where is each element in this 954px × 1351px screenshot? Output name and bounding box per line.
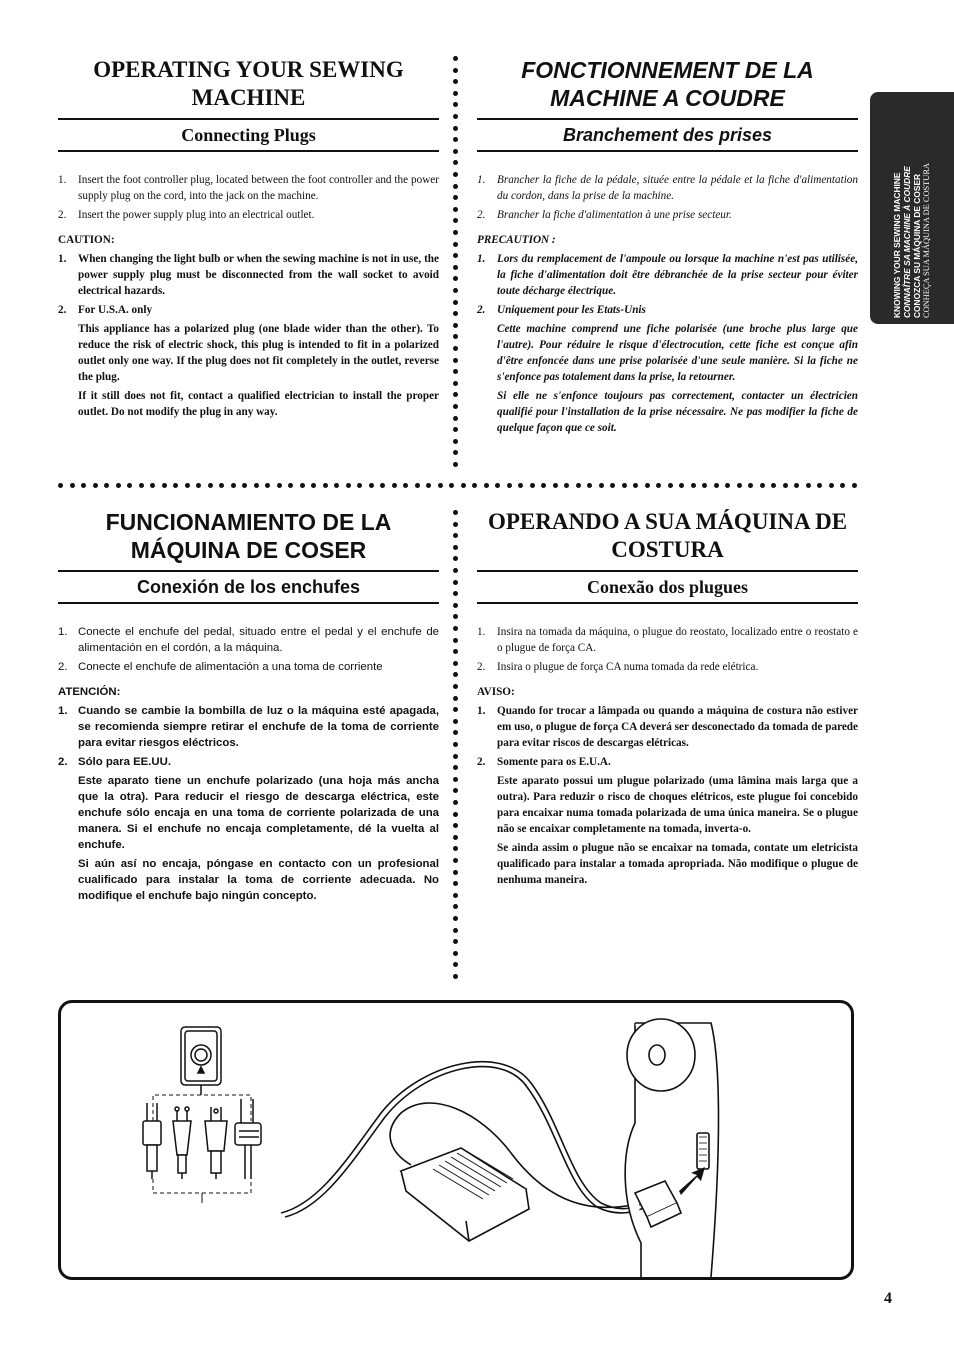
divider-dot [783, 483, 788, 488]
french-para-2: Si elle ne s'enfonce toujours pas correctement, contacter un électricien qualifié pour l'installation de la prise nécessaire. Ne pas modifier la fiche de quelque façon que ce soit. [497, 390, 858, 434]
divider-dot [300, 483, 305, 488]
portuguese-subtitle: Conexão dos plugues [477, 570, 858, 604]
step-number: 1. [58, 626, 68, 638]
divider-dot [58, 483, 63, 488]
portuguese-caution-2 [477, 754, 858, 770]
divider-dot [453, 416, 458, 421]
step-number: 2. [477, 209, 486, 221]
caution-text: Sólo para EE.UU. [78, 756, 172, 768]
english-section [58, 56, 439, 423]
french-title: FONCTIONNEMENT DE LA MACHINE A COUDRE [521, 57, 814, 111]
foot-controller-icon [401, 1148, 529, 1241]
english-step-2 [58, 207, 439, 223]
divider-dot [453, 580, 458, 585]
divider-dot [453, 742, 458, 747]
step-text: Insira na tomada da máquina, o plugue do reostato, localizado entre o reostato e o plugue de força CA. [497, 626, 858, 654]
divider-dot [453, 649, 458, 654]
divider-dot [403, 483, 408, 488]
french-step-2 [477, 207, 858, 223]
side-tab-line-fr: CONNAÎTRE SA MACHINE À COUDRE [902, 166, 912, 318]
plug-types-bracket [153, 1095, 251, 1203]
step-number: 2. [58, 209, 67, 221]
divider-dot [453, 68, 458, 73]
divider-dot [231, 483, 236, 488]
divider-dot [622, 483, 627, 488]
step-number: 2. [477, 661, 486, 673]
divider-dot [599, 483, 604, 488]
spanish-para-2: Si aún así no encaja, póngase en contacto con un profesional cualificado para instalar la toma de corriente adecuada. No modifique el enchufe bajo ningún concepto. [78, 858, 439, 902]
divider-dot [453, 870, 458, 875]
divider-dot [472, 483, 477, 488]
divider-dot [81, 483, 86, 488]
divider-dot [748, 483, 753, 488]
step-text: Brancher la fiche de la pédale, située entre la pédale et la fiche d'alimentation du cordon, dans la prise de la machine. [497, 174, 858, 202]
portuguese-body [477, 624, 858, 888]
divider-dot [196, 483, 201, 488]
divider-dot [453, 893, 458, 898]
jack-socket-icon [181, 1027, 221, 1095]
divider-dot [453, 638, 458, 643]
spanish-step-1 [58, 624, 439, 656]
spanish-step-2 [58, 659, 439, 675]
step-text: Conecte el enchufe del pedal, situado entre el pedal y el enchufe de alimentación en el cordón, a la máquina. [78, 626, 439, 654]
portuguese-para-2: Se ainda assim o plugue não se encaixar na tomada, contate um eletricista qualificado para instalar a tomada apropriada. Não modifique o plugue de nenhuma maneira. [497, 842, 858, 886]
plug-type-1-icon [143, 1103, 161, 1179]
spanish-subtitle: Conexión de los enchufes [58, 570, 439, 604]
divider-dot [576, 483, 581, 488]
english-step-1 [58, 172, 439, 204]
divider-dot [392, 483, 397, 488]
divider-dot [453, 684, 458, 689]
divider-dot [461, 483, 466, 488]
divider-dot [453, 788, 458, 793]
divider-dot [453, 242, 458, 247]
divider-dot [852, 483, 857, 488]
caution-text: Uniquement pour les Etats-Unis [497, 304, 646, 316]
divider-dot [453, 696, 458, 701]
divider-dot [453, 114, 458, 119]
divider-dot [829, 483, 834, 488]
divider-dot [453, 904, 458, 909]
portuguese-step-1 [477, 624, 858, 656]
step-number: 1. [477, 626, 486, 638]
spanish-para-1: Este aparato tiene un enchufe polarizado (una hoja más ancha que la otra). Para reducir el riesgo de descarga eléctrica, este enchufe sólo encaja en una toma de corriente polarizada de una manera. Si el enchufe no encaja completamente, dé la vuelta al enchufe. [78, 775, 439, 851]
divider-dot [507, 483, 512, 488]
horizontal-divider [58, 482, 858, 490]
divider-dot [453, 730, 458, 735]
french-body [477, 172, 858, 436]
vertical-divider-top [452, 56, 460, 468]
english-title: OPERATING YOUR SEWING MACHINE [93, 57, 404, 110]
caution-number: 1. [58, 705, 68, 717]
divider-dot [518, 483, 523, 488]
divider-dot [453, 846, 458, 851]
divider-dot [453, 603, 458, 608]
divider-dot [453, 812, 458, 817]
step-text: Insert the power supply plug into an electrical outlet. [78, 209, 315, 221]
divider-dot [484, 483, 489, 488]
divider-dot [453, 522, 458, 527]
divider-dot [453, 253, 458, 258]
divider-dot [453, 916, 458, 921]
divider-dot [173, 483, 178, 488]
divider-dot [453, 207, 458, 212]
divider-dot [737, 483, 742, 488]
step-text: Insert the foot controller plug, located between the foot controller and the power supply plug on the cord, into the jack on the machine. [78, 174, 439, 202]
divider-dot [633, 483, 638, 488]
divider-dot [453, 358, 458, 363]
divider-dot [150, 483, 155, 488]
divider-dot [453, 777, 458, 782]
divider-dot [380, 483, 385, 488]
divider-dot [162, 483, 167, 488]
french-caution-2 [477, 302, 858, 318]
divider-dot [453, 556, 458, 561]
caution-number: 1. [477, 253, 486, 265]
divider-dot [453, 334, 458, 339]
divider-dot [288, 483, 293, 488]
divider-dot [453, 126, 458, 131]
step-text: Conecte el enchufe de alimentación a una toma de corriente [78, 661, 383, 673]
caution-number: 2. [477, 756, 486, 768]
divider-dot [453, 392, 458, 397]
divider-dot [265, 483, 270, 488]
page-number: 4 [884, 1290, 892, 1307]
divider-dot [334, 483, 339, 488]
caution-number: 1. [58, 253, 67, 265]
french-para-1: Cette machine comprend une fiche polarisée (une broche plus large que l'autre). Pour réduire le risque d'électrocution, cette fiche est conçue afin d'être enfoncée dans une prise polarisée d'une seule manière. Si la fiche ne s'enfonce pas totalement dans la prise, la retourner. [497, 323, 858, 383]
divider-dot [453, 614, 458, 619]
divider-dot [453, 939, 458, 944]
divider-dot [771, 483, 776, 488]
divider-dot [553, 483, 558, 488]
divider-dot [453, 381, 458, 386]
caution-text: For U.S.A. only [78, 304, 153, 316]
divider-dot [311, 483, 316, 488]
english-caution-1 [58, 251, 439, 299]
divider-dot [453, 91, 458, 96]
divider-dot [530, 483, 535, 488]
divider-dot [453, 149, 458, 154]
divider-dot [760, 483, 765, 488]
divider-dot [219, 483, 224, 488]
plug-type-4-icon [235, 1099, 261, 1179]
english-body [58, 172, 439, 420]
divider-dot [453, 276, 458, 281]
divider-dot [453, 427, 458, 432]
step-number: 1. [58, 174, 67, 186]
divider-dot [453, 172, 458, 177]
divider-dot [453, 462, 458, 467]
divider-dot [139, 483, 144, 488]
divider-dot [453, 823, 458, 828]
caution-text: Cuando se cambie la bombilla de luz o la máquina esté apagada, se recomienda siempre retirar el enchufe de la toma de corriente para evitar riesgos eléctricos. [78, 705, 439, 749]
caution-text: Quando for trocar a lâmpada ou quando a máquina de costura não estiver em uso, o plugue de força CA deverá ser desconectado da tomada de parede para evitar riscos de descargas elétricas. [497, 705, 858, 749]
divider-dot [453, 311, 458, 316]
side-tab-line-pt: CONHEÇA SUA MÁQUINA DE COSTURA [922, 163, 931, 318]
spanish-caution-heading: ATENCIÓN: [58, 686, 121, 698]
divider-dot [453, 881, 458, 886]
divider-dot [453, 661, 458, 666]
french-caution-heading: PRECAUTION : [477, 234, 556, 246]
portuguese-step-2 [477, 659, 858, 675]
plug-connection-illustration [61, 1003, 851, 1277]
divider-dot [610, 483, 615, 488]
spanish-caution-1 [58, 703, 439, 751]
divider-dot [453, 962, 458, 967]
step-number: 2. [58, 661, 68, 673]
divider-dot [453, 404, 458, 409]
divider-dot [495, 483, 500, 488]
portuguese-para-1: Este aparato possui um plugue polarizado (uma lâmina mais larga que a outra). Para reduzir o risco de choques elétricos, este plugue foi concebido para encaixar numa tomada polarizada de uma única maneira. Se o plugue não se encaixar completamente na tomada, inverta-o. [497, 775, 858, 835]
divider-dot [794, 483, 799, 488]
divider-dot [453, 218, 458, 223]
divider-dot [453, 323, 458, 328]
divider-dot [93, 483, 98, 488]
step-number: 1. [477, 174, 486, 186]
step-text: Brancher la fiche d'alimentation à une prise secteur. [497, 209, 732, 221]
caution-number: 2. [58, 304, 67, 316]
divider-dot [453, 626, 458, 631]
english-para-2: If it still does not fit, contact a qualified electrician to install the proper outlet. Do not modify the plug in any way. [78, 390, 439, 418]
french-step-1 [477, 172, 858, 204]
divider-dot [587, 483, 592, 488]
divider-dot [426, 483, 431, 488]
divider-dot [453, 450, 458, 455]
divider-dot [104, 483, 109, 488]
caution-text: Somente para os E.U.A. [497, 756, 611, 768]
spanish-title: FUNCIONAMIENTO DE LA MÁQUINA DE COSER [105, 509, 392, 563]
divider-dot [453, 346, 458, 351]
plug-type-3-icon [205, 1107, 227, 1179]
caution-number: 2. [58, 756, 68, 768]
divider-dot [541, 483, 546, 488]
divider-dot [453, 568, 458, 573]
divider-dot [453, 858, 458, 863]
plug-type-2-icon [173, 1107, 191, 1179]
divider-dot [70, 483, 75, 488]
divider-dot [453, 719, 458, 724]
divider-dot [806, 483, 811, 488]
divider-dot [242, 483, 247, 488]
divider-dot [277, 483, 282, 488]
side-tab-line-en: KNOWING YOUR SEWING MACHINE [892, 172, 902, 318]
divider-dot [453, 195, 458, 200]
caution-number: 1. [477, 705, 486, 717]
divider-dot [453, 137, 458, 142]
divider-dot [415, 483, 420, 488]
divider-dot [453, 265, 458, 270]
divider-dot [323, 483, 328, 488]
spanish-section [58, 508, 439, 907]
divider-dot [208, 483, 213, 488]
divider-dot [185, 483, 190, 488]
divider-dot [127, 483, 132, 488]
divider-dot [645, 483, 650, 488]
step-text: Insira o plugue de força CA numa tomada da rede elétrica. [497, 661, 759, 673]
divider-dot [438, 483, 443, 488]
divider-dot [725, 483, 730, 488]
divider-dot [714, 483, 719, 488]
divider-dot [453, 102, 458, 107]
side-tab-text [892, 98, 932, 318]
spanish-body [58, 624, 439, 904]
caution-text: Lors du remplacement de l'ampoule ou lorsque la machine n'est pas utilisée, la fiche d'alimentation doit être débranchée de la prise secteur pour éviter toute décharge électrique. [497, 253, 858, 297]
divider-dot [453, 184, 458, 189]
side-tab-line-es: CONOZCA SU MÁQUINA DE COSER [912, 173, 922, 318]
divider-dot [679, 483, 684, 488]
divider-dot [564, 483, 569, 488]
vertical-divider-bottom [452, 510, 460, 976]
divider-dot [668, 483, 673, 488]
divider-dot [357, 483, 362, 488]
french-subtitle: Branchement des prises [477, 118, 858, 152]
portuguese-title: OPERANDO A SUA MÁQUINA DE COSTURA [487, 509, 848, 562]
divider-dot [817, 483, 822, 488]
divider-dot [656, 483, 661, 488]
divider-dot [453, 928, 458, 933]
caution-number: 2. [477, 304, 486, 316]
divider-dot [453, 765, 458, 770]
divider-dot [453, 707, 458, 712]
divider-dot [453, 79, 458, 84]
divider-dot [691, 483, 696, 488]
divider-dot [116, 483, 121, 488]
divider-dot [453, 439, 458, 444]
divider-dot [453, 230, 458, 235]
divider-dot [453, 533, 458, 538]
portuguese-caution-heading: AVISO: [477, 686, 515, 698]
divider-dot [453, 369, 458, 374]
divider-dot [453, 672, 458, 677]
divider-dot [453, 300, 458, 305]
portuguese-section [477, 508, 858, 891]
french-caution-1 [477, 251, 858, 299]
section-side-tab [870, 92, 954, 324]
english-subtitle: Connecting Plugs [58, 118, 439, 152]
divider-dot [453, 951, 458, 956]
divider-dot [449, 483, 454, 488]
french-section [477, 56, 858, 439]
divider-dot [840, 483, 845, 488]
divider-dot [453, 800, 458, 805]
divider-dot [453, 160, 458, 165]
divider-dot [254, 483, 259, 488]
divider-dot [453, 835, 458, 840]
illustration-frame [58, 1000, 854, 1280]
divider-dot [453, 56, 458, 61]
sewing-machine-icon [625, 1019, 718, 1277]
portuguese-caution-1 [477, 703, 858, 751]
divider-dot [453, 974, 458, 979]
divider-dot [453, 754, 458, 759]
english-caution-2 [58, 302, 439, 318]
spanish-caution-2 [58, 754, 439, 770]
divider-dot [453, 545, 458, 550]
divider-dot [369, 483, 374, 488]
divider-dot [453, 510, 458, 515]
divider-dot [453, 288, 458, 293]
english-para-1: This appliance has a polarized plug (one blade wider than the other). To reduce the risk of electric shock, this plug is intended to fit in a polarized outlet only one way. If the plug does not fit completely in the outlet, reverse the plug. [78, 323, 439, 383]
divider-dot [346, 483, 351, 488]
english-caution-heading: CAUTION: [58, 234, 115, 246]
divider-dot [453, 591, 458, 596]
divider-dot [702, 483, 707, 488]
machine-plug-icon [635, 1181, 681, 1227]
caution-text: When changing the light bulb or when the sewing machine is not in use, the power supply plug must be disconnected from the wall socket to avoid electrical hazards. [78, 253, 439, 297]
